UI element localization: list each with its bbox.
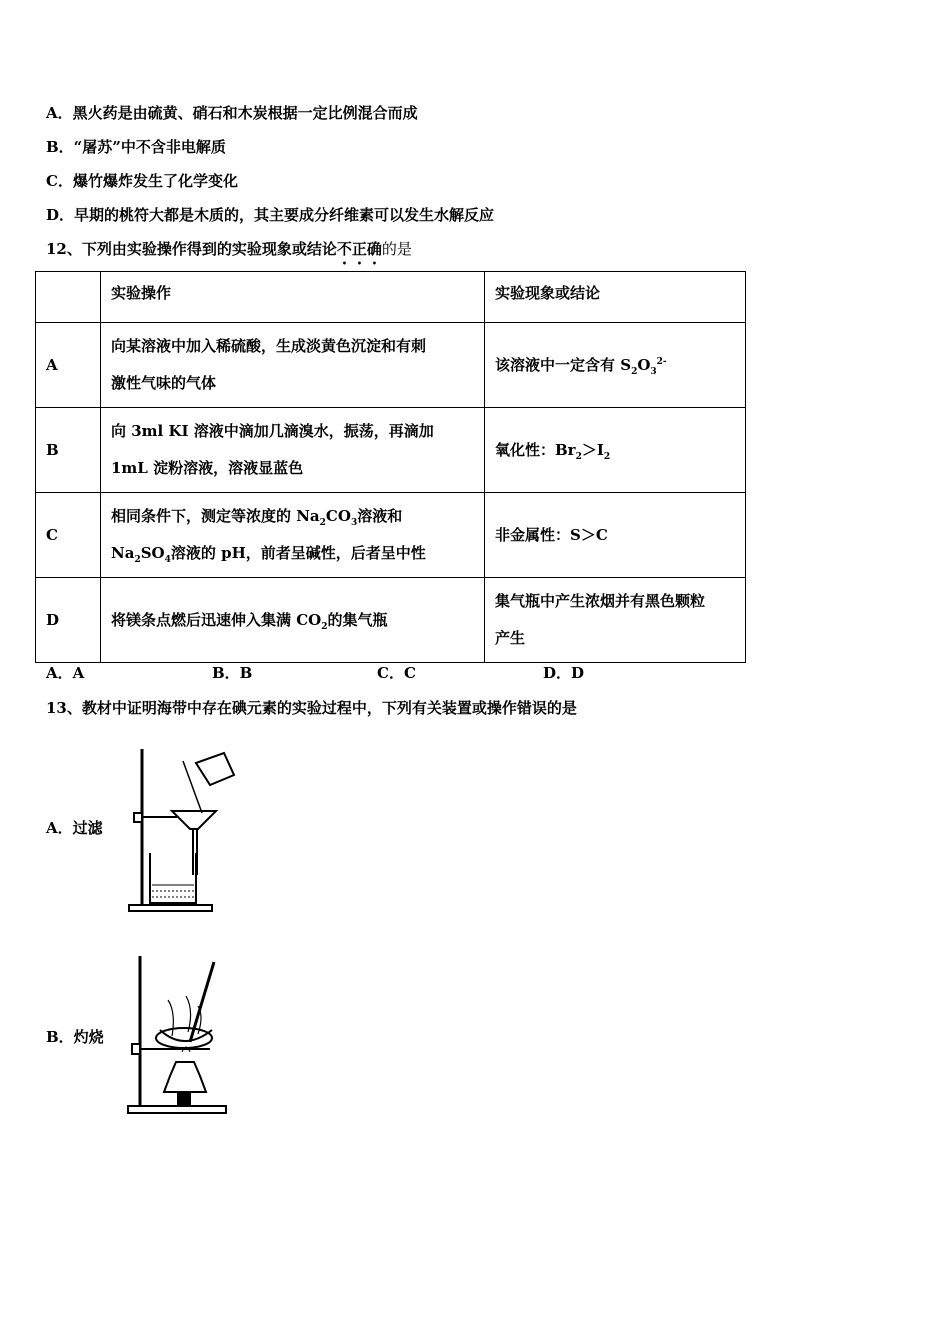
operation-text: CO <box>325 507 351 525</box>
result-line: 集气瓶中产生浓烟并有黑色颗粒 <box>495 592 706 610</box>
q11-option-a: A．黑火药是由硫黄、硝石和木炭根据一定比例混合而成 <box>46 104 418 122</box>
subscript: 2 <box>631 366 638 377</box>
q12-answer-d: D．D <box>543 664 585 682</box>
operation-line <box>111 535 474 572</box>
operation-line: 向 3ml KI 溶液中滴加几滴溴水，振荡，再滴加 <box>111 422 434 440</box>
result-line: 产生 <box>495 629 526 647</box>
operation-line: 1mL 淀粉溶液，溶液显蓝色 <box>111 459 304 477</box>
q12-answer-c: C．C <box>377 664 416 682</box>
table-row <box>36 578 746 663</box>
q13-stem: 13、教材中证明海带中存在碘元素的实验过程中，下列有关装置或操作错误的是 <box>46 699 577 717</box>
operation-line: 激性气味的气体 <box>111 374 217 392</box>
q12-answer-b: B．B <box>212 664 253 682</box>
operation-cell <box>101 578 485 663</box>
result-cell <box>485 578 746 663</box>
operation-cell <box>101 408 485 493</box>
subscript: 3 <box>350 518 358 528</box>
q12-emphasis: 不正确 <box>336 240 382 258</box>
table-header-row <box>36 272 746 323</box>
operation-text: 溶液和 <box>357 507 403 525</box>
operation-text: 将镁条点燃后迅速伸入集满 CO <box>111 610 322 629</box>
superscript: 2- <box>656 356 667 367</box>
result-text: 氧化性：Br <box>495 440 576 459</box>
operation-cell <box>101 323 485 408</box>
burning-apparatus-figure <box>120 952 240 1120</box>
subscript: 3 <box>650 366 657 377</box>
table-header-cell: 实验操作 <box>101 272 485 323</box>
result-cell <box>485 408 746 493</box>
q11-option-c: C．爆竹爆炸发生了化学变化 <box>46 172 238 190</box>
result-text: 该溶液中一定含有 S <box>495 355 632 374</box>
result-text: ＞I <box>581 440 604 459</box>
operation-text: 的集气瓶 <box>327 610 388 629</box>
row-label: D <box>36 578 101 663</box>
q13-option-b-label: B．灼烧 <box>46 1028 104 1046</box>
result-text: O <box>637 355 651 374</box>
operation-text: SO <box>140 544 165 562</box>
table-header-cell <box>36 272 101 323</box>
result-cell: 非金属性：S＞C <box>485 493 746 578</box>
operation-line: 向某溶液中加入稀硫酸，生成淡黄色沉淀和有刺 <box>111 337 427 355</box>
q11-option-d: D．早期的桃符大都是木质的，其主要成分纤维素可以发生水解反应 <box>46 206 495 224</box>
subscript: 2 <box>575 451 582 462</box>
subscript: 4 <box>164 555 171 565</box>
subscript: 2 <box>603 451 611 462</box>
subscript: 2 <box>319 518 326 528</box>
table-row <box>36 408 746 493</box>
operation-text: Na <box>111 544 135 562</box>
table-header-cell: 实验现象或结论 <box>485 272 746 323</box>
table-row <box>36 323 746 408</box>
q12-stem-text: 12、下列由实验操作得到的实验现象或结论 <box>46 240 337 258</box>
operation-cell <box>101 493 485 578</box>
operation-text: 溶液的 pH，前者呈碱性，后者呈中性 <box>170 544 426 562</box>
operation-line <box>111 498 474 535</box>
operation-text: 相同条件下，测定等浓度的 Na <box>111 507 320 525</box>
table-row <box>36 493 746 578</box>
row-label: B <box>36 408 101 493</box>
q12-stem <box>46 238 412 268</box>
subscript: 2 <box>134 555 141 565</box>
q12-answer-a: A．A <box>46 664 85 682</box>
q11-option-b: B．“屠苏”中不含非电解质 <box>46 138 226 156</box>
experiment-table <box>35 271 746 663</box>
q13-option-a-label: A．过滤 <box>46 819 103 837</box>
subscript: 2 <box>321 621 328 632</box>
q12-stem-tail: 的是 <box>381 240 412 258</box>
row-label: C <box>36 493 101 578</box>
result-cell <box>485 323 746 408</box>
row-label: A <box>36 323 101 408</box>
filtration-apparatus-figure <box>120 745 240 917</box>
